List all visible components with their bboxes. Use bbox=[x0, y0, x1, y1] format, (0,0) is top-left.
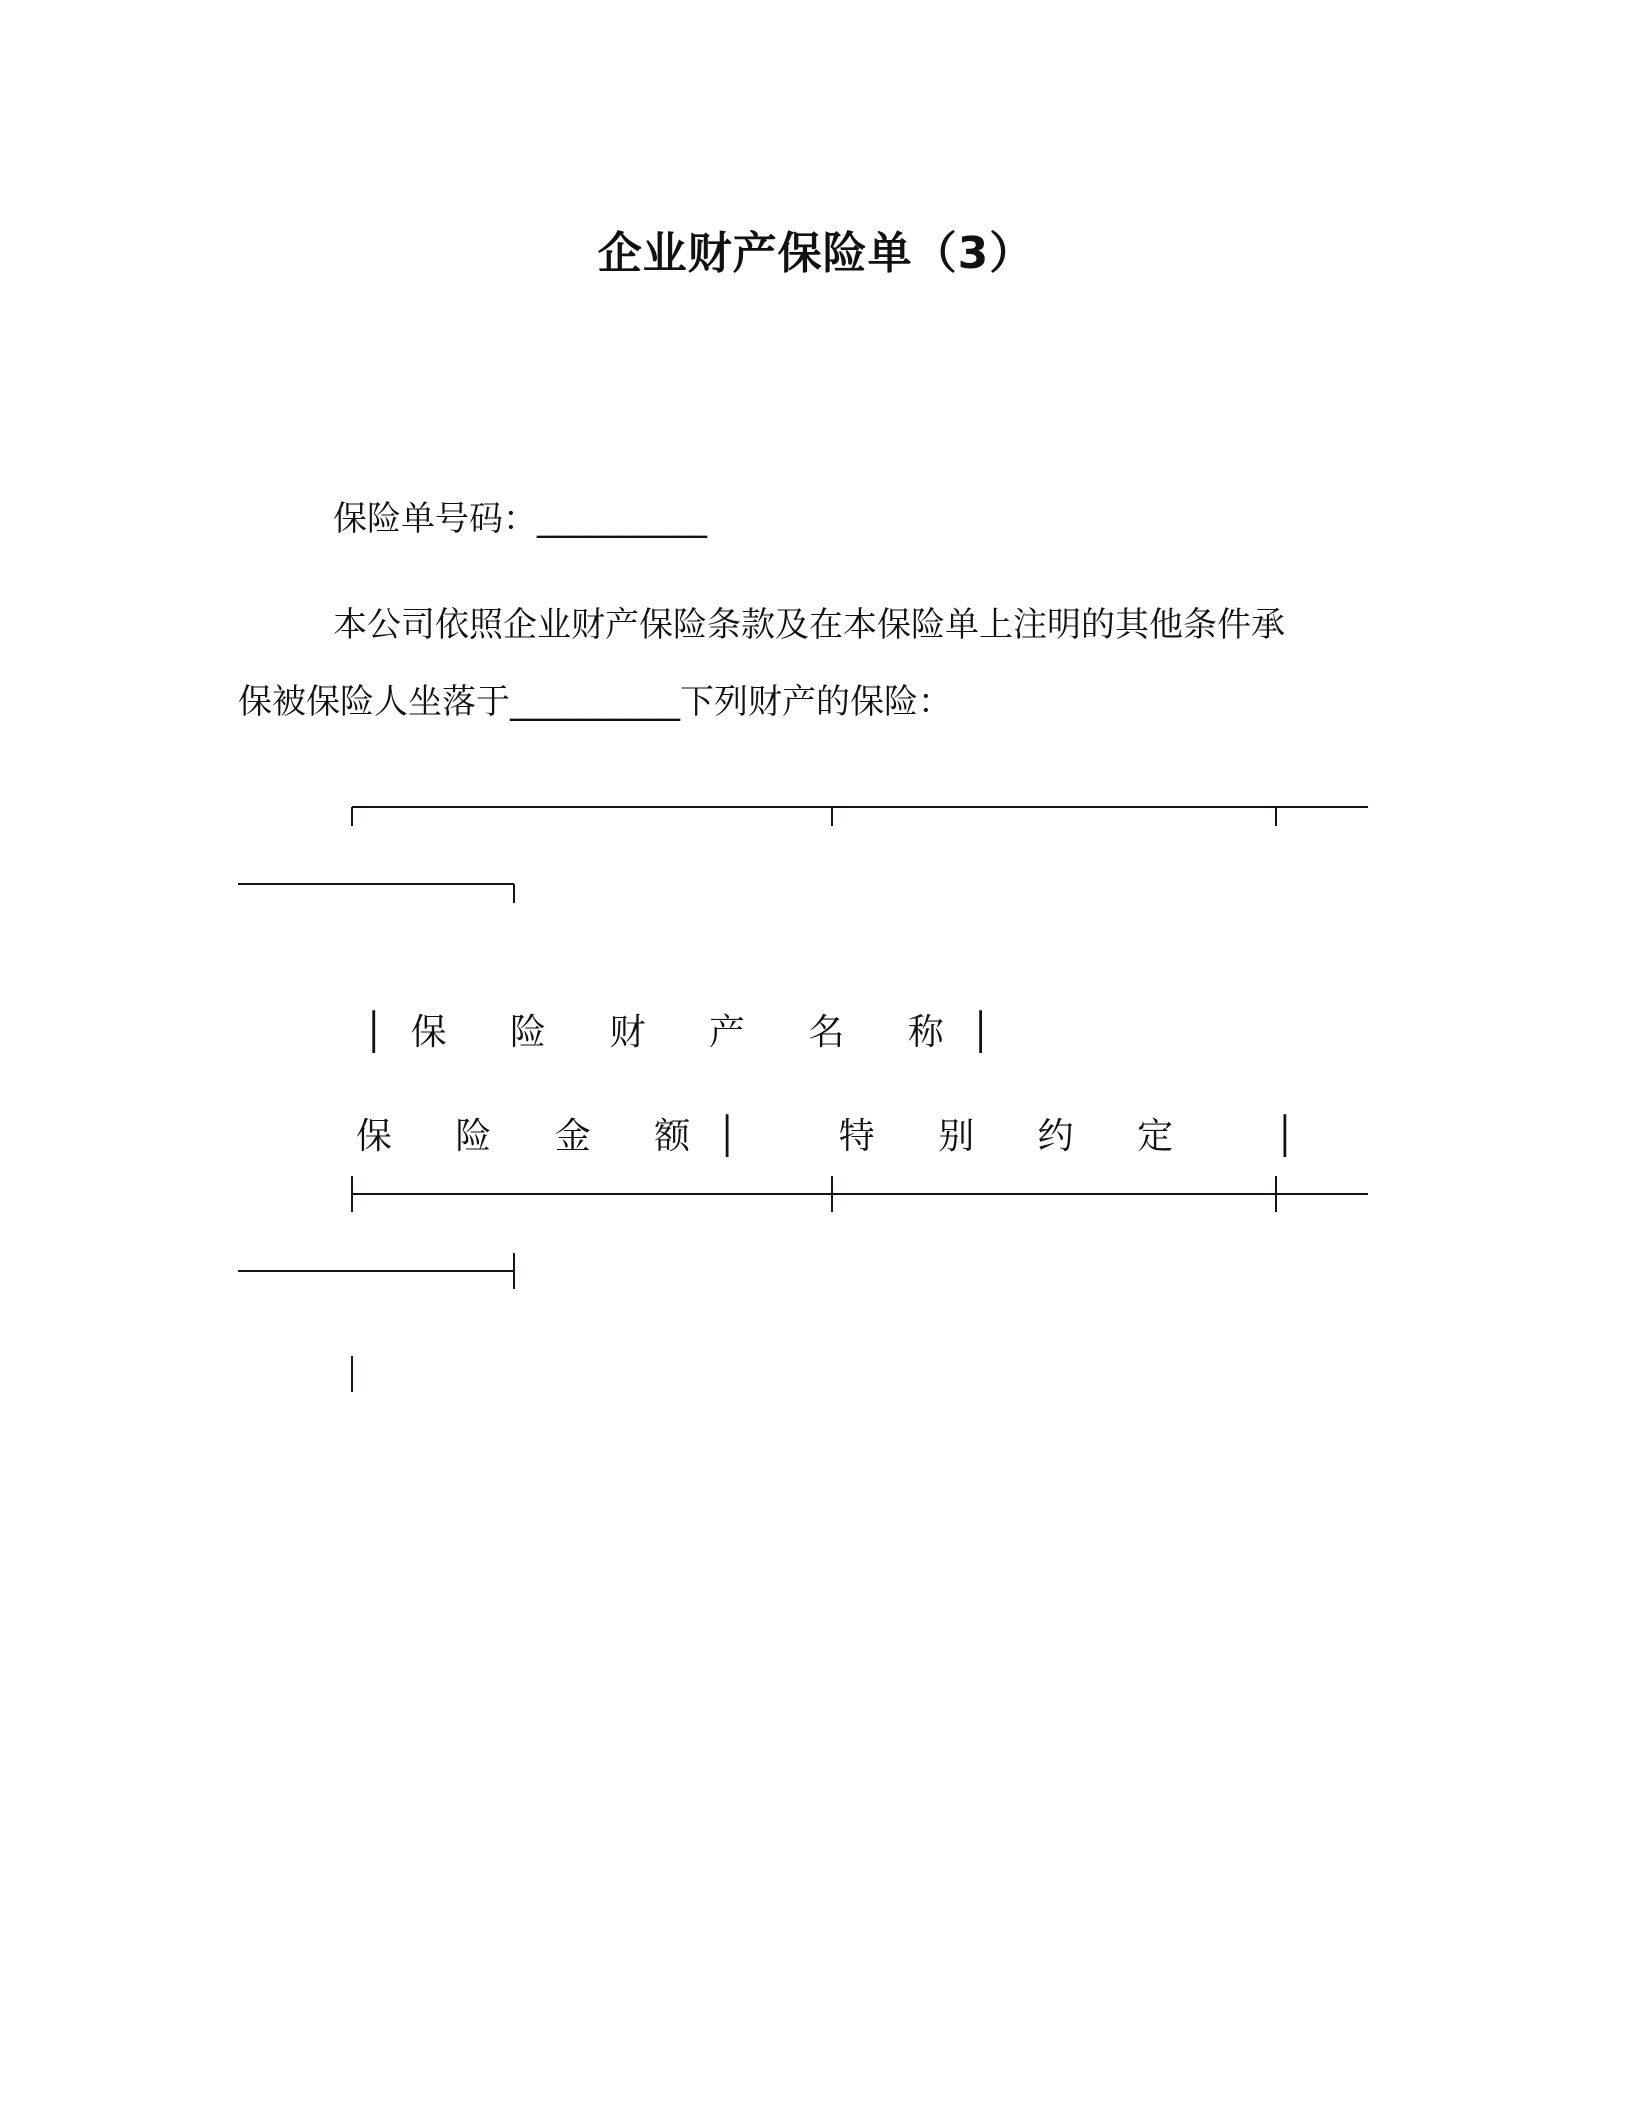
table-row-amount-and-terms bbox=[333, 1062, 1322, 1162]
table-row-property-name bbox=[340, 958, 1017, 1058]
intro-paragraph-line-1: 本公司依照企业财产保险条款及在本保险单上注明的其他条件承 bbox=[333, 605, 1285, 645]
intro-paragraph-line-2: 保被保险人坐落于__________下列财产的保险： bbox=[238, 682, 952, 722]
document-title: 企业财产保险单（3） bbox=[597, 228, 1035, 279]
policy-number-line: 保险单号码：__________ bbox=[333, 499, 707, 539]
amount-and-terms-header: 保 险 金 额│ 特 别 约 定 │ bbox=[355, 1116, 1322, 1157]
property-name-header: │保 险 财 产 名 称│ bbox=[362, 1012, 1018, 1053]
